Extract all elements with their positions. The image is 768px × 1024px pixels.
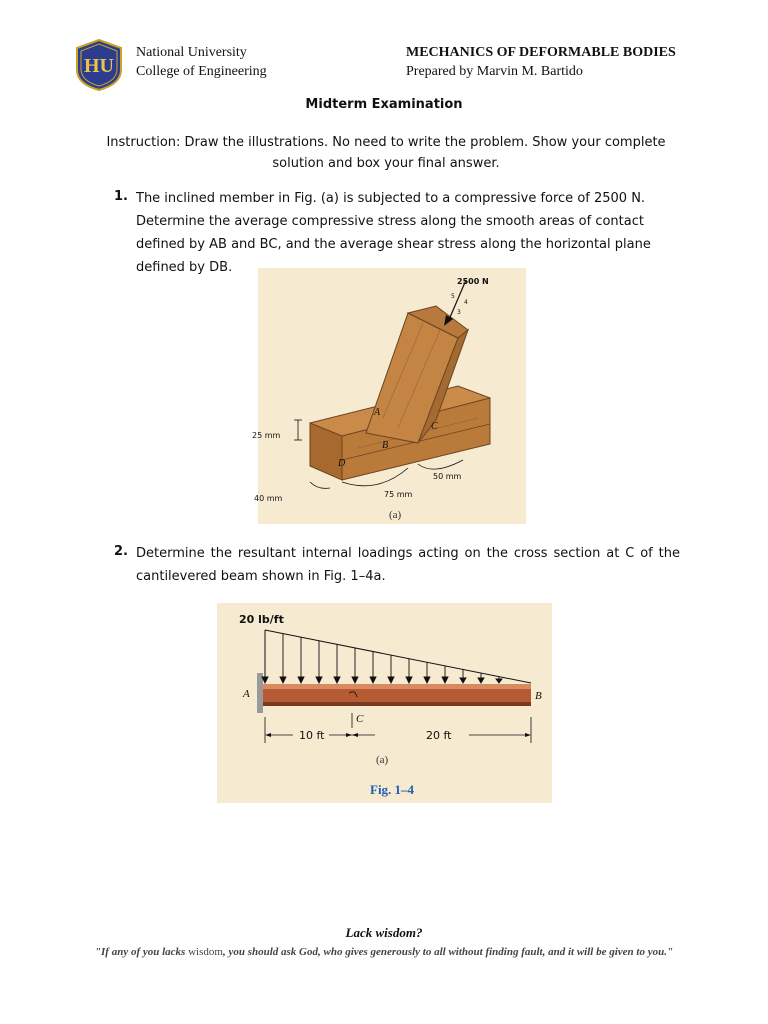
dim-75-label: 75 mm — [384, 490, 413, 499]
point-b-label: B — [535, 690, 542, 702]
slope-4-label: 4 — [464, 299, 468, 306]
college-name: College of Engineering — [136, 64, 267, 79]
problem-2-number: 2. — [114, 544, 128, 559]
exam-title: Midterm Examination — [305, 97, 463, 112]
figure-2-cantilever-beam — [217, 603, 552, 803]
quote-body — [86, 944, 682, 961]
problem-2-text: Determine the resultant internal loadings acting on the cross section at C of the cantilevered beam shown in Fig. 1–4a. — [136, 546, 680, 584]
span-1-label: 10 ft — [299, 729, 325, 742]
figure-1-wood-joint — [252, 268, 526, 524]
point-a-label: A — [374, 407, 381, 418]
slope-3-label: 3 — [457, 309, 461, 316]
course-title: MECHANICS OF DEFORMABLE BODIES — [406, 45, 676, 60]
figure-1-caption: (a) — [389, 509, 402, 521]
dim-50-label: 50 mm — [433, 472, 462, 481]
prepared-by: Prepared by Marvin M. Bartido — [406, 64, 583, 79]
figure-reference: Fig. 1–4 — [370, 782, 415, 797]
logo-letters: HU — [84, 55, 114, 77]
instruction-text: Instruction: Draw the illustrations. No need to write the problem. Show your complete solution and box your final answer. — [106, 135, 666, 171]
quote-word: wisdom — [188, 946, 223, 958]
point-a-label: A — [243, 688, 250, 700]
dim-25-label: 25 mm — [252, 431, 281, 440]
figure-2-caption: (a) — [376, 754, 389, 766]
quote-part-2: , you should ask God, who gives generously to all without finding fault, and it will be given to you." — [222, 946, 674, 958]
point-b-label: B — [382, 440, 389, 451]
university-name: National University — [136, 45, 247, 60]
problem-1-text: The inclined member in Fig. (a) is subjected to a compressive force of 2500 N. Determine the average compressive stress along the smooth areas of contact defined by AB and BC, and the average shear stress along the horizontal plane defined by DB. — [136, 191, 651, 275]
force-label: 2500 N — [457, 277, 489, 286]
span-2-label: 20 ft — [426, 729, 452, 742]
university-logo — [72, 38, 126, 92]
problem-1-number: 1. — [114, 189, 128, 204]
load-label: 20 lb/ft — [239, 613, 284, 626]
point-c-label: C — [431, 421, 438, 432]
quote-part-1: "If any of you lacks — [94, 946, 189, 958]
point-d-label: D — [338, 458, 346, 469]
quote-heading: Lack wisdom? — [345, 925, 423, 940]
dim-40-label: 40 mm — [254, 494, 283, 503]
slope-5-label: 5 — [451, 293, 455, 300]
point-c-label: C — [356, 713, 364, 725]
